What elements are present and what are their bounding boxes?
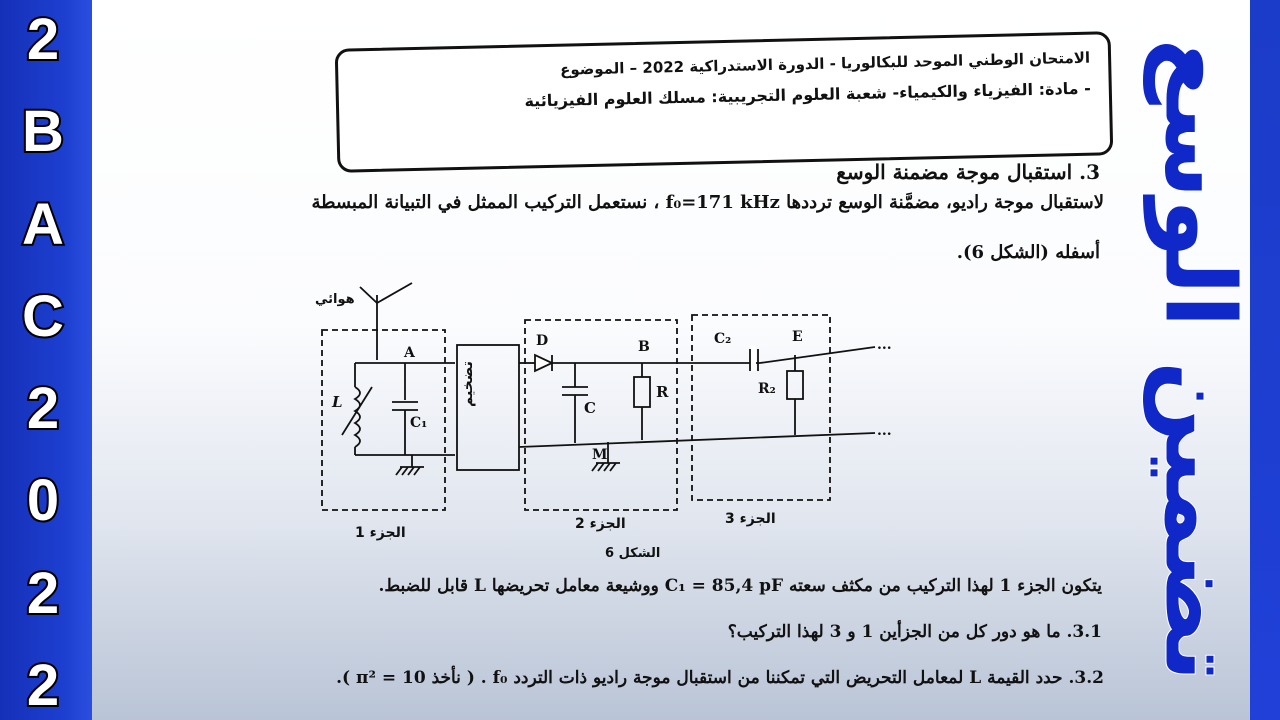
node-a-label: A — [404, 345, 415, 361]
banner-letter: 2 — [26, 376, 60, 442]
inductor-label: L — [332, 393, 343, 411]
capacitor-c-label: C — [584, 399, 596, 417]
left-banner-letters — [6, 8, 80, 718]
header-line-2: - مادة: الفيزياء والكيمياء- شعبة العلوم التجريبية: مسلك العلوم الفيزيائية — [524, 78, 1091, 111]
intro-line-2: أسفله (الشكل 6). — [956, 242, 1100, 263]
node-b-label: B — [638, 339, 650, 355]
antenna-label: هوائي — [315, 292, 355, 307]
banner-letter: 0 — [26, 468, 60, 534]
section-title: 3. استقبال موجة مضمنة الوسع — [836, 160, 1100, 184]
banner-letter: C — [22, 283, 64, 349]
figure-label: الشكل 6 — [605, 546, 661, 561]
exam-header — [335, 31, 1114, 173]
banner-letter: 2 — [26, 652, 60, 718]
circuit-diagram — [300, 275, 900, 575]
amplifier-label: تضخيم — [460, 361, 476, 407]
part-3-box — [692, 315, 830, 500]
right-banner-title: تضمين الوسع — [1144, 38, 1256, 682]
banner-letter: 2 — [26, 7, 60, 72]
part-2-label: الجزء 2 — [575, 516, 626, 532]
banner-letter: B — [22, 99, 64, 165]
resistor-r-label: R — [656, 383, 669, 401]
given-values-line: يتكون الجزء 1 لهذا التركيب من مكثف سعته C₁ = 85,4 pF ووشيعة معامل تحريضها L قابل للضبط. — [378, 576, 1102, 596]
right-banner — [1120, 0, 1280, 720]
continuation-dots-bottom: ... — [877, 423, 892, 439]
continuation-dots-top: ... — [877, 337, 892, 353]
node-m-label: M — [592, 447, 608, 463]
capacitor-c1-label: C₁ — [410, 415, 428, 431]
question-3-1: 3.1. ما هو دور كل من الجزأين 1 و 3 لهذا التركيب؟ — [727, 622, 1102, 642]
node-e-label: E — [792, 329, 803, 345]
left-banner — [0, 0, 92, 720]
diode-label: D — [536, 333, 549, 349]
banner-letter: A — [22, 191, 64, 257]
capacitor-c2-label: C₂ — [714, 331, 732, 347]
intro-line-1: لاستقبال موجة راديو، مضمَّنة الوسع ترددها f₀=171 kHz ، نستعمل التركيب الممثل في التبيانة المبسطة — [311, 192, 1104, 213]
part-1-label: الجزء 1 — [355, 525, 406, 541]
resistor-r2-label: R₂ — [758, 381, 776, 397]
part-3-label: الجزء 3 — [725, 511, 776, 527]
banner-letter: 2 — [26, 560, 60, 626]
header-line-1: الامتحان الوطني الموحد للبكالوريا - الدورة الاستدراكية 2022 – الموضوع — [559, 48, 1091, 79]
question-3-2: 3.2. حدد القيمة L لمعامل التحريض التي تمكننا من استقبال موجة راديو ذات التردد f₀ . ( نأخذ π² = 10 ). — [336, 668, 1104, 688]
